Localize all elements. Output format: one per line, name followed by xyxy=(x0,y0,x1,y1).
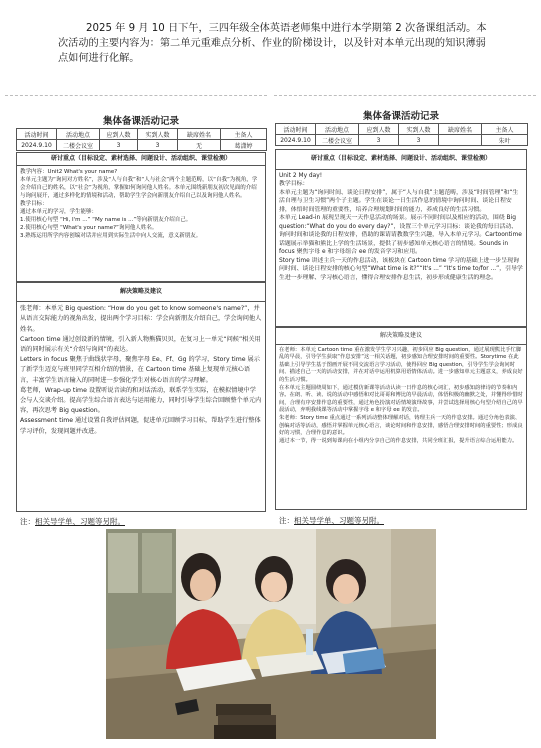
left-record-title: 集体备课活动记录 xyxy=(102,116,179,127)
intro-paragraph: 2025 年 9 月 10 日下午，三四年级全体英语老师集中进行本学期第 2 次备课组活动。本次活动的主要内容为：第二单元重难点分析、作业的阶梯设计，以及针对本单元出现的知识薄弱点如何进行化解。 xyxy=(58,23,487,64)
header-cell: 实到人数 xyxy=(399,124,439,135)
left-focus-box xyxy=(16,152,266,282)
value-cell: 二楼会议室 xyxy=(316,135,359,146)
right-body-line: 本单元主题为“询问时间、谈论日程安排”，属于“人与自我”主题范畴，涉及“时间管理”和“生活自理与卫生习惯”两个子主题。学生在谈论一日生活作息的情境中询问时间、谈论日程安排，体悟时间管理的重要性，培养合理规划时间的能力，养成良好的生活习惯。 xyxy=(279,189,519,213)
left-suggest-line: 葛老师，Wrap-up time 设置听说音读的和对话活动，联系学生实际，在模拟情境中学会与人交谈介绍。提高学生综合语言表达与运用能力，同时引导学生综合回顾整个单元内容，再次思考 Big question。 xyxy=(20,386,262,415)
divider-left xyxy=(5,95,267,96)
left-info-header-row xyxy=(17,129,267,140)
right-note-text: 相关导学单、习题等另附。 xyxy=(294,516,384,525)
left-body-line: 3.熟练运用所学内容创编对话并应用到实际生活中向人交流，意义新朋友。 xyxy=(20,233,202,239)
header-cell: 应到人数 xyxy=(359,124,399,135)
header-cell: 缺席姓名 xyxy=(178,129,221,140)
right-body-line: Story time 讲述主兵一天的作息活动，该板块在 Cartoon time 学习的基础上进一步呈现询问时间、谈论日程安排的核心句型“What time is it?”“It's ...” “It's time to/for ...”，引导学生进一步理解、学习核心语言，懂得合理安排作息生活，初步形成健康生活的理念。 xyxy=(279,257,523,281)
left-body-line: 1.使用核心句型 “Hi, I'm ...” “My name is ...”等向新朋友介绍自己。 xyxy=(20,217,192,223)
right-focus-box xyxy=(275,149,527,327)
right-record-title: 集体备课活动记录 xyxy=(362,111,439,122)
header-cell: 主备人 xyxy=(221,129,267,140)
right-note-prefix: 注： xyxy=(279,516,294,525)
left-suggest-line: Letters in focus 聚焦于曲线状字母，聚焦字母 Ee、Ff、Gg 的学习，Story time 展示了新学生迈克与班里同学互相介绍的情景，在 Cartoon time 基础上复现单元核心语言，丰富学生语言输入的同时进一步强化学生对核心语言的学习理解。 xyxy=(20,356,260,384)
left-suggest-line: Assessment time 通过设置自我评估问题，促进单元回顾学习目标，帮助学生进行整体学习评价，发现问题并改进。 xyxy=(20,417,261,435)
right-focus-header: 研讨重点（目标设定、素材选择、问题设计、活动组织、课堂检测） xyxy=(276,150,526,170)
left-body-line: 本单元主题为“询问对方姓名”，涉及“人与自我”和“人与社会”两个主题范畴，以“自我”为视角，学会介绍自己的姓名，以“社会”为视角，掌握如何询问他人姓名。本单元围绕新朋友初次见面的介绍与询问展开，通过多样化的情境和活动，帮助学生学会向新朋友介绍自己以及询问他人姓名。 xyxy=(20,177,258,199)
left-note xyxy=(20,516,125,527)
meeting-photo xyxy=(106,529,436,739)
meeting-photo-svg xyxy=(106,529,436,739)
header-cell: 实到人数 xyxy=(138,129,178,140)
left-suggest-line: 张老师：本单元 Big question: “How do you get to know someone's name?”，并从语言交际能力的视角出发，提出两个学习目标：学会向新朋友介绍自己，学会询问他人姓名。 xyxy=(20,305,262,333)
value-cell: 朱叶 xyxy=(482,135,528,146)
value-cell xyxy=(439,135,482,146)
value-cell: 3 xyxy=(359,135,399,146)
left-info-value-row xyxy=(17,140,267,151)
header-cell: 活动地点 xyxy=(57,129,100,140)
value-cell: 3 xyxy=(138,140,178,151)
right-body-line: 本单元 Lead-in 展现呈现天一天作息活动的场景。展示不同时间以及相应的活动，围绕 Big question:“What do you do every day?”，设置三个单元学习目标：谈论我的每日活动、询问时间和谈论我的日程安排，借助的课请请教数学生兴趣，导入本单元学习。Cartoontime 话题展示举猫和熊比上学的生活场景，提供了初步感知单元核心语言的情境。Sounds in focus 聚焦字母 e 和字母组合 ee 的发音学习和应用。 xyxy=(279,215,522,255)
header-cell: 活动时间 xyxy=(17,129,57,140)
left-suggest-box xyxy=(16,282,266,512)
left-note-prefix: 注： xyxy=(20,517,35,526)
right-info-table xyxy=(275,123,528,146)
left-suggest-header: 解决策略及建议 xyxy=(17,283,265,302)
header-cell: 缺席姓名 xyxy=(439,124,482,135)
left-body-line: 2.使用核心句型 “What's your name?”询问他人姓名。 xyxy=(20,225,158,231)
value-cell: 无 xyxy=(178,140,221,151)
value-cell: 葛潇婷 xyxy=(221,140,267,151)
value-cell: 2024.9.10 xyxy=(17,140,57,151)
header-cell: 活动时间 xyxy=(276,124,316,135)
value-cell: 2024.9.10 xyxy=(276,135,316,146)
left-body-line: 通过本单元的学习，学生能够： xyxy=(20,209,98,215)
right-suggest-line: 通过本一节，得一说到每课向在小组内分享自己的作息安排，共同全班汇报，提升语言综合运用能力。 xyxy=(279,437,518,444)
right-suggest-box xyxy=(275,327,527,510)
left-focus-header: 研讨重点（目标设定、素材选择、问题设计、活动组织、课堂检测） xyxy=(17,153,265,166)
header-cell: 活动地点 xyxy=(316,124,359,135)
header-cell: 主备人 xyxy=(482,124,528,135)
right-suggest-header: 解决策略及建议 xyxy=(276,328,526,345)
value-cell: 二楼会议室 xyxy=(57,140,100,151)
left-note-text: 相关导学单、习题等另附。 xyxy=(35,517,125,526)
value-cell: 3 xyxy=(100,140,138,151)
header-cell: 应到人数 xyxy=(100,129,138,140)
left-body-line: 教学目标： xyxy=(20,201,48,207)
right-body-line: Unit 2 My day! xyxy=(279,172,323,179)
right-suggest-line: 在老师：本单元 Cartoon time 重在激发学生学习兴趣，初步回应 Big question，通过展现熊比手忙脚乱的早晨，引导学生获取“作息安排“这一相关话题，初步感知合理安排时间的重要性。Storytime 在此基础上引导学生基于图画开展不同交流语言学习活动，使得回应 Big question，引导学生学会询问时间、描述自己一天的活动安排，并在对话中运用机算用语情体活动。进一步感知单元主题意义，养成良好的生活习惯。 xyxy=(279,346,523,383)
right-note xyxy=(279,515,384,526)
left-info-table xyxy=(16,128,267,151)
right-suggest-line: 在本单元主题圆绕周如下，通过模仿新课等活动认读一日作息的核心词汇，初步感知韵律诗的节奏和内容。在朗、听、读、说的活动中感悟和对比哥哥和博比的早晨活动，体悟积极的幽默之处，并懂得珍惜时间，合理有序安排作息的重要性，通过角色扮演对话情境演绎故事，并尝试选择用核心句型介绍自己的早晨活动，弃明我线课等活动中掌握字母 e 和字母 ee 的发音。 xyxy=(279,384,523,414)
left-suggest-line: Cartoon time 通过创设新的情境，引入新人物熊猫贝贝，在复习上一单元“问候”相关用语的同时展示有关“介绍与询问”的表达。 xyxy=(20,335,261,354)
right-info-header-row xyxy=(276,124,528,135)
right-body-line: 教学目标： xyxy=(279,181,309,187)
right-suggest-line: 朱老师：Story time 重点通过一系列活动整体理解对话，铸理主兵一天的作息安排。通过分角色表演、创编对话等活动，感悟并掌握单元核心语言，谈论时间和作息安排，感悟合理安排时间的重要性；形成良好的习惯，合理作息的意识。 xyxy=(279,414,523,437)
right-info-value-row xyxy=(276,135,528,146)
value-cell: 3 xyxy=(399,135,439,146)
divider-right xyxy=(274,95,536,96)
left-body-line: 教学内容：Unit2 What's your name? xyxy=(20,169,118,175)
